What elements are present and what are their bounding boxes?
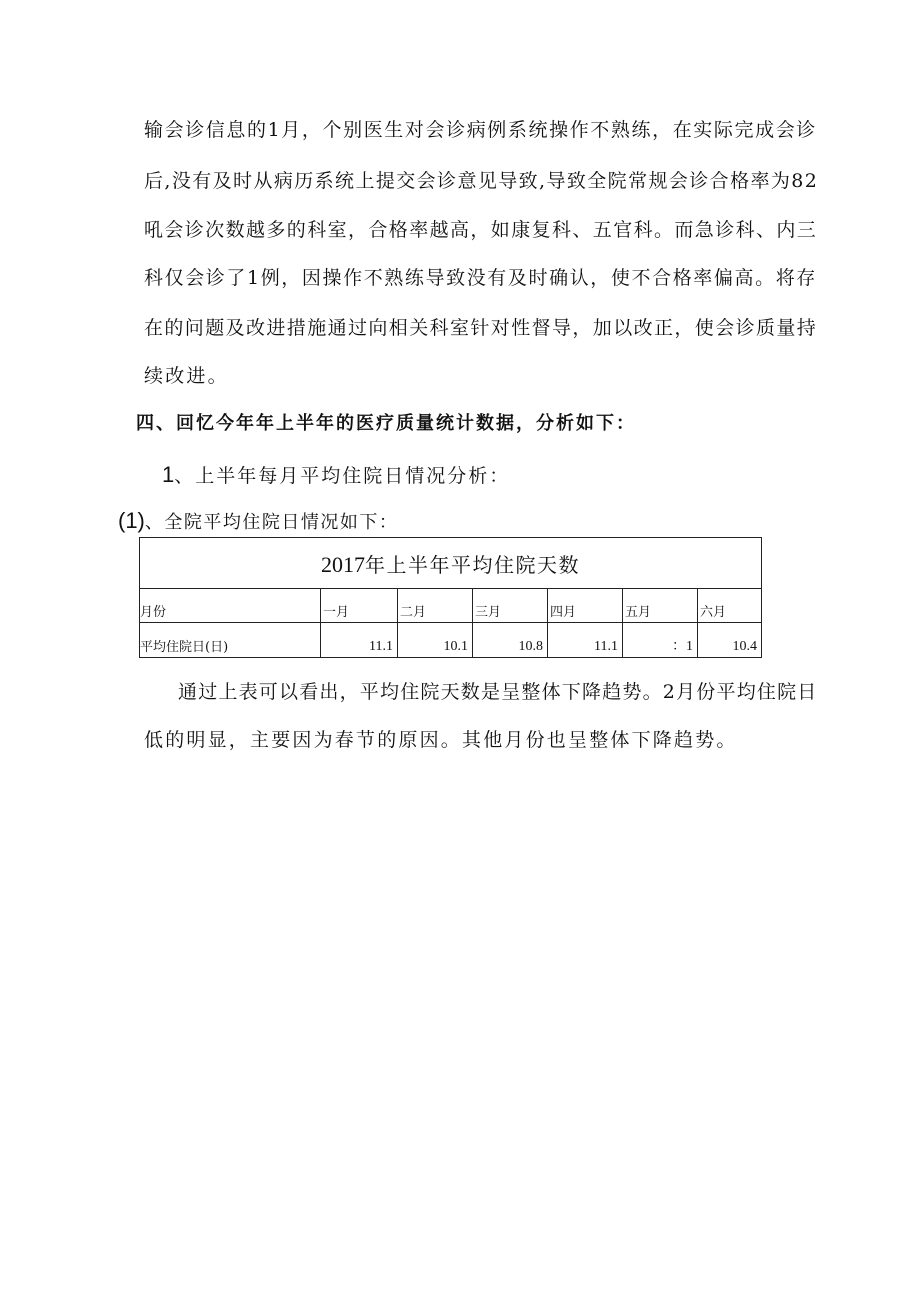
value-cell: ：1: [623, 623, 698, 658]
paragraph-line: 后,没有及时从病历系统上提交会诊意见导致,导致全院常规会诊合格率为82: [144, 170, 819, 192]
hospital-stay-table: [139, 537, 762, 658]
subsection-text: 、全院平均住院日情况如下：: [144, 512, 399, 533]
paragraph-line: 吼会诊次数越多的科室，合格率越高，如康复科、五官科。而急诊科、内三: [144, 219, 818, 241]
month-cell: 二月: [398, 589, 473, 623]
value-cell: 11.1: [321, 623, 398, 658]
table-row: [140, 623, 762, 658]
month-cell: 五月: [623, 589, 698, 623]
subsection-text: 、上半年每月平均住院日情况分析：: [174, 465, 511, 487]
subsection-number: 1: [162, 462, 175, 487]
paragraph-line: 科仅会诊了1例，因操作不熟练导致没有及时确认，使不合格率偏高。将存: [144, 267, 817, 289]
paragraph-line: 输会诊信息的1月，个别医生对会诊病例系统操作不熟练，在实际完成会诊: [144, 119, 817, 141]
paragraph-line: 通过上表可以看出，平均住院天数是呈整体下降趋势。2月份平均住院日: [178, 681, 818, 703]
row-header-value: 平均住院日(日): [140, 623, 321, 658]
value-cell: 10.4: [698, 623, 762, 658]
month-cell: 六月: [698, 589, 762, 623]
month-cell: 三月: [473, 589, 548, 623]
section-heading: 四、回忆今年年上半年的医疗质量统计数据，分析如下：: [136, 413, 636, 434]
value-cell: 10.1: [398, 623, 473, 658]
table-title-text: 年上半年平均住院天数: [365, 552, 580, 577]
paragraph-line: 在的问题及改进措施通过向相关科室针对性督导，加以改正，使会诊质量持: [144, 317, 818, 339]
month-cell: 四月: [548, 589, 623, 623]
subsection-heading-2: [118, 508, 398, 536]
value-cell: 11.1: [548, 623, 623, 658]
table-title-year: 2017: [321, 551, 365, 577]
subsection-number: (1): [118, 508, 145, 533]
value-cell: 10.8: [473, 623, 548, 658]
paragraph-line: 低的明显，主要因为春节的原因。其他月份也呈整体下降趋势。: [144, 729, 738, 751]
table-row: [140, 589, 762, 623]
table-title: [140, 538, 762, 589]
paragraph-line: 续改进。: [144, 365, 229, 387]
row-header-month: 月份: [140, 589, 321, 623]
subsection-heading-1: [162, 462, 510, 489]
month-cell: 一月: [321, 589, 398, 623]
